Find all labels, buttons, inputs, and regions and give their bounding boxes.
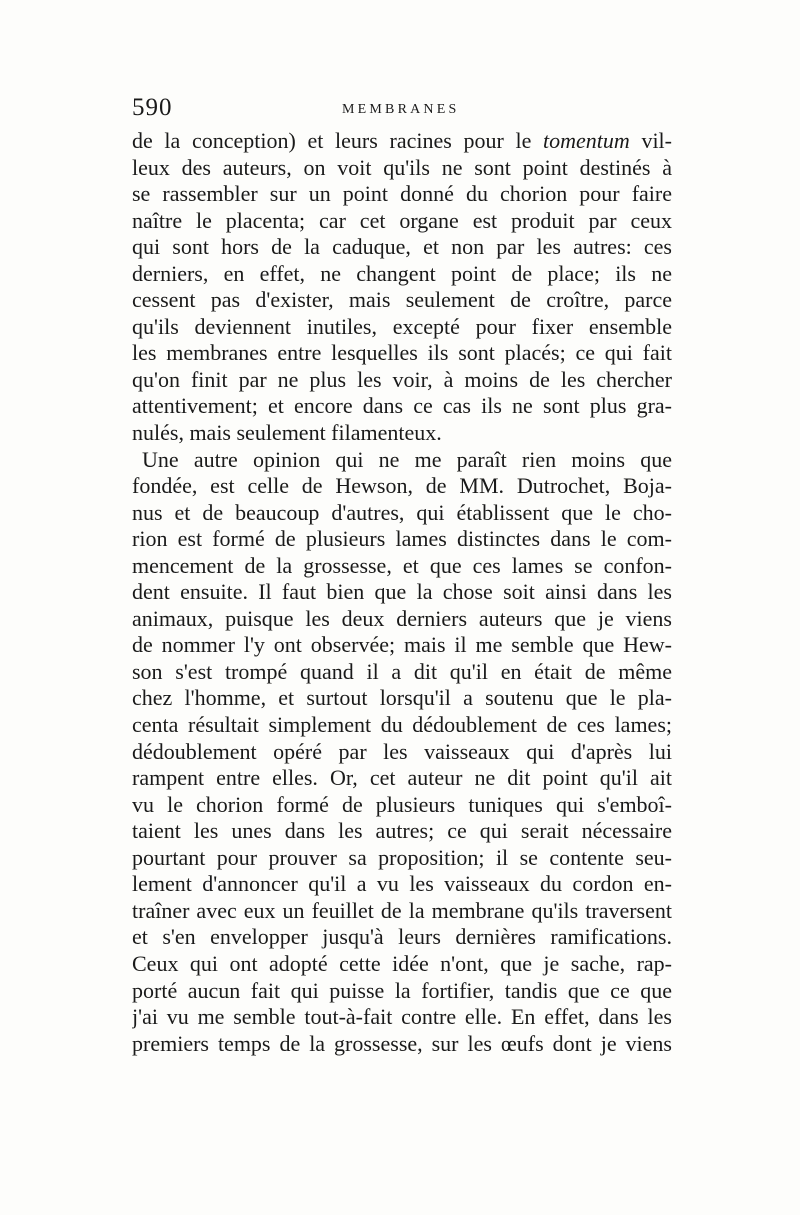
text-line: qu'on finit par ne plus les voir, à moins de les chercher: [132, 366, 672, 392]
text-line: Une autre opinion qui ne me paraît rien moins que: [142, 446, 672, 472]
text-line: traîner avec eux un feuillet de la membrane qu'ils traversent: [132, 897, 672, 923]
italic-term: tomentum: [543, 128, 630, 153]
page-number: 590: [132, 94, 173, 121]
text-line: dédoublement opéré par les vaisseaux qui d'après lui: [132, 738, 672, 764]
text-line: pourtant pour prouver sa proposition; il se contente seu-: [132, 844, 672, 870]
text-line: nulés, mais seulement filamenteux.: [132, 420, 442, 446]
text-line: rampent entre elles. Or, cet auteur ne dit point qu'il ait: [132, 765, 672, 791]
text-line: cessent pas d'exister, mais seulement de croître, parce: [132, 287, 672, 313]
body-text: [132, 128, 672, 1057]
text-line: qu'ils deviennent inutiles, excepté pour fixer ensemble: [132, 313, 672, 339]
text-line: animaux, puisque les deux derniers auteurs que je viens: [132, 605, 672, 631]
text-line: j'ai vu me semble tout-à-fait contre elle. En effet, dans les: [132, 1004, 672, 1030]
text-line: lement d'annoncer qu'il a vu les vaisseaux du cordon en-: [132, 871, 672, 897]
text-line: les membranes entre lesquelles ils sont placés; ce qui fait: [132, 340, 672, 366]
text-line: qui sont hors de la caduque, et non par les autres: ces: [132, 234, 672, 260]
text-line: fondée, est celle de Hewson, de MM. Dutrochet, Boja-: [132, 473, 672, 499]
text-line: dent ensuite. Il faut bien que la chose soit ainsi dans les: [132, 579, 672, 605]
text-line: naître le placenta; car cet organe est produit par ceux: [132, 207, 672, 233]
text-line: et s'en envelopper jusqu'à leurs dernières ramifications.: [132, 924, 672, 950]
text-line: vu le chorion formé de plusieurs tuniques qui s'emboî-: [132, 791, 672, 817]
page-header: [132, 94, 672, 124]
text-line: nus et de beaucoup d'autres, qui établissent que le cho-: [132, 499, 672, 525]
text-line: de la conception) et leurs racines pour le tomentum vil-: [132, 128, 672, 153]
text-line: son s'est trompé quand il a dit qu'il en était de même: [132, 658, 672, 684]
text-line: se rassembler sur un point donné du chorion pour faire: [132, 181, 672, 207]
text-line: premiers temps de la grossesse, sur les œufs dont je viens: [132, 1030, 672, 1056]
text-line: centa résultait simplement du dédoublement de ces lames;: [132, 712, 672, 738]
text-line: attentivement; et encore dans ce cas ils ne sont plus gra-: [132, 393, 672, 419]
text-line: leux des auteurs, on voit qu'ils ne sont point destinés à: [132, 154, 672, 180]
text-line: Ceux qui ont adopté cette idée n'ont, que je sache, rap-: [132, 950, 672, 976]
text-line: rion est formé de plusieurs lames distinctes dans le com-: [132, 526, 672, 552]
text-line: de nommer l'y ont observée; mais il me semble que Hew-: [132, 632, 672, 658]
text-line: taient les unes dans les autres; ce qui serait nécessaire: [132, 818, 672, 844]
running-head: MEMBRANES: [342, 102, 460, 117]
text-line: porté aucun fait qui puisse la fortifier, tandis que ce que: [132, 977, 672, 1003]
text-line: mencement de la grossesse, et que ces lames se confon-: [132, 552, 672, 578]
text-line: derniers, en effet, ne changent point de place; ils ne: [132, 260, 672, 286]
text-line: chez l'homme, et surtout lorsqu'il a soutenu que le pla-: [132, 685, 672, 711]
